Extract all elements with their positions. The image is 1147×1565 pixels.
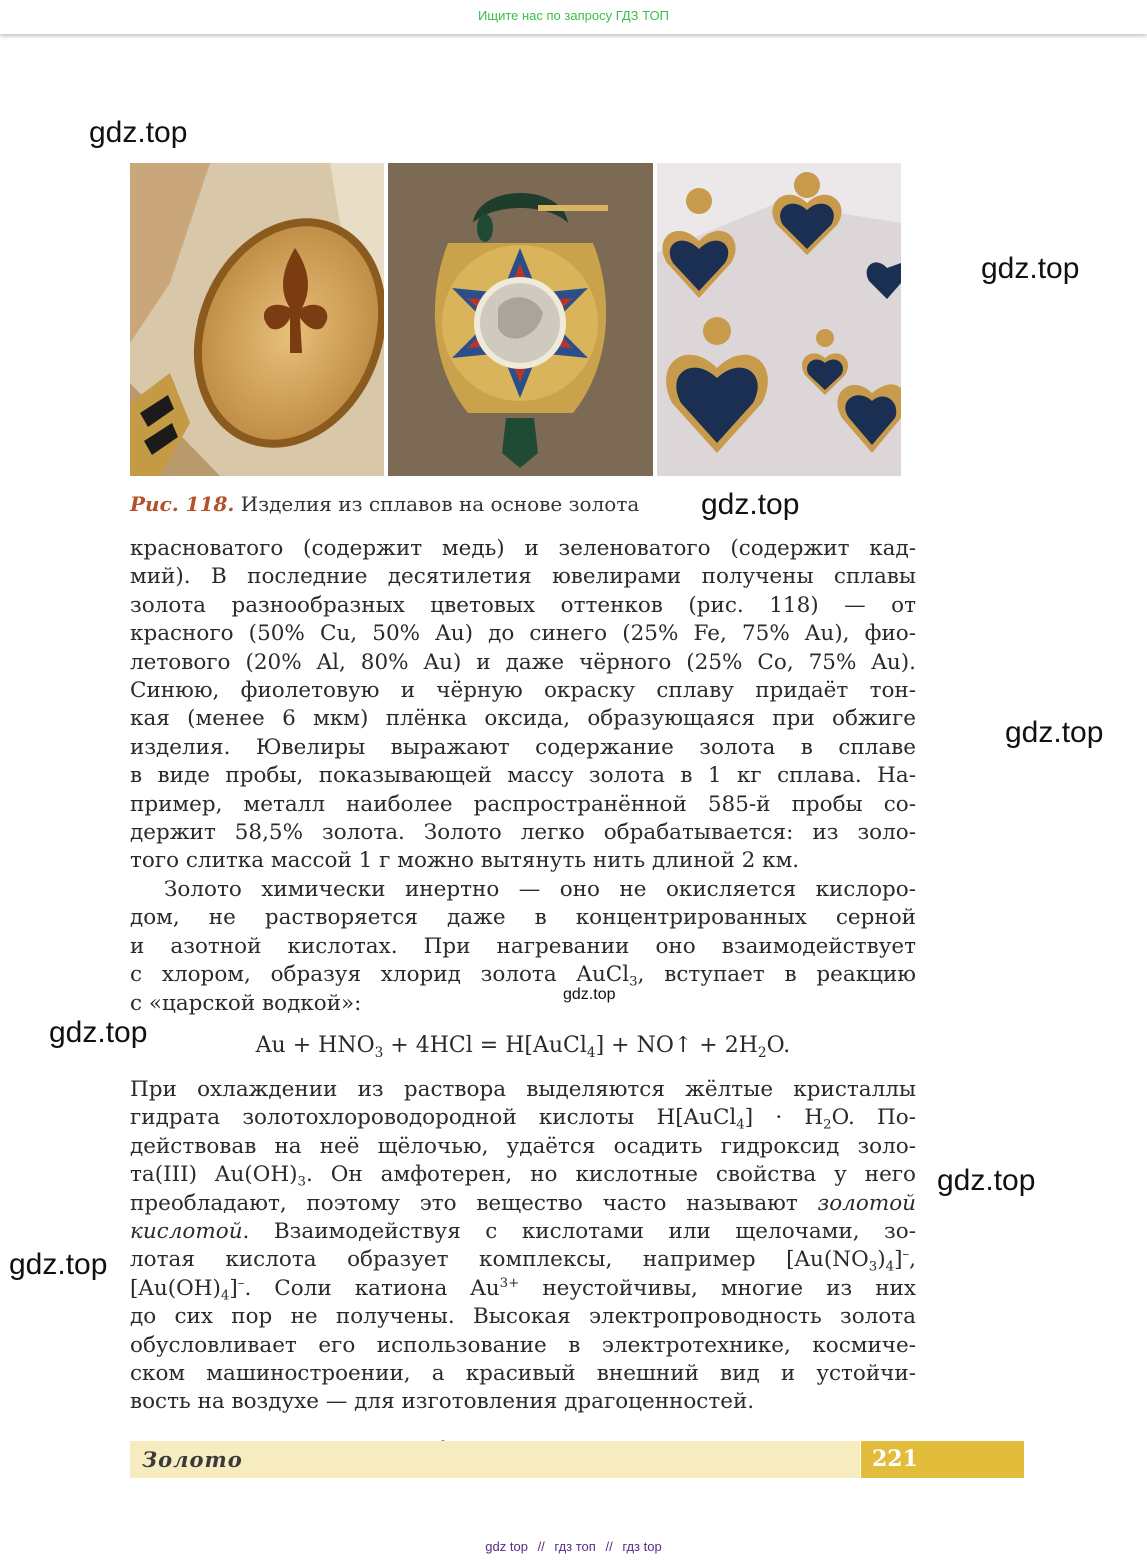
text-line: Синюю, фиолетовую и чёрную окраску сплаву придаёт тон- xyxy=(130,677,916,703)
text-line: летового (20% Al, 80% Au) и даже чёрного (25% Co, 75% Au). xyxy=(130,649,916,675)
subscript: 3 xyxy=(374,1044,384,1061)
text-line: обусловливает его использование в электротехнике, космиче- xyxy=(130,1332,916,1358)
text-line: до сих пор не получены. Высокая электропроводность золота xyxy=(130,1304,916,1330)
ring-photo xyxy=(130,163,384,476)
text-segment: ] xyxy=(894,1247,903,1273)
subscript: 3 xyxy=(297,1174,306,1190)
text-segment: . Взаимодействуя с кислотами или щелочами, зо- xyxy=(242,1218,916,1244)
brooch-photo xyxy=(388,163,653,476)
text-segment: ) xyxy=(877,1247,886,1273)
text-line: ском машиностроении, а красивый внешний вид и устойчи- xyxy=(130,1360,916,1386)
equation-part: + 4HCl = H[AuCl xyxy=(383,1033,587,1058)
text-line xyxy=(130,1104,916,1132)
text-segment: преобладают, поэтому это вещество часто называют xyxy=(130,1190,818,1216)
subscript: 2 xyxy=(823,1118,832,1134)
italic-term: золотой xyxy=(817,1190,916,1216)
text-line: Золото химически инертно — оно не окисляется кислоро- xyxy=(164,877,916,902)
text-segment: , xyxy=(909,1247,916,1273)
bottom-links xyxy=(0,1539,1147,1554)
watermark: gdz.top xyxy=(981,252,1080,285)
text-line xyxy=(130,1275,916,1303)
text-segment: . Он амфотерен, но кислотные свойства у него xyxy=(305,1162,917,1188)
figure-caption-text: Изделия из сплавов на основе золота xyxy=(240,492,640,516)
equation-part: ] + NO↑ + 2H xyxy=(595,1033,758,1058)
text-segment: лотая кислота образует комплексы, например [Au(NO xyxy=(130,1247,869,1273)
paragraph-3 xyxy=(130,1076,916,1417)
bottom-link[interactable]: gdz top xyxy=(485,1539,528,1554)
subscript: 4 xyxy=(586,1044,596,1061)
earrings-photo xyxy=(657,163,901,476)
text-line: изделия. Ювелиры выражают содержание золота в сплаве xyxy=(130,734,916,760)
text-line: в виде пробы, показывающей массу золота в 1 кг сплава. На- xyxy=(130,763,916,789)
text-line: дом, не растворяется даже в концентрированных серной xyxy=(130,905,916,931)
text-segment: ] · H xyxy=(744,1105,824,1131)
italic-term: кислотой xyxy=(130,1218,243,1244)
text-line xyxy=(130,1161,916,1189)
text-segment: O. По- xyxy=(831,1105,916,1131)
subscript: 4 xyxy=(885,1260,895,1275)
top-banner[interactable]: Ищите нас по запросу ГДЗ ТОП xyxy=(0,0,1147,34)
watermark: gdz.top xyxy=(1005,716,1104,749)
text-line: с «царской водкой»: xyxy=(130,990,362,1016)
reaction-equation xyxy=(130,1030,916,1062)
figure-caption xyxy=(130,492,639,516)
bottom-link[interactable]: гдз top xyxy=(622,1539,662,1554)
text-line: того слитка массой 1 г можно вытянуть нить длиной 2 км. xyxy=(130,848,800,874)
subscript: 2 xyxy=(757,1044,767,1061)
equation-part: Au + HNO xyxy=(255,1033,375,1058)
text-line: красноватого (содержит медь) и зеленоватого (содержит кад- xyxy=(130,536,916,561)
separator: // xyxy=(605,1539,613,1554)
text-segment: неустойчивы, многие из них xyxy=(519,1275,916,1301)
paragraph-2 xyxy=(130,876,916,1018)
watermark: gdz.top xyxy=(563,986,616,1003)
text-line: держит 58,5% золота. Золото легко обрабатывается: из золо- xyxy=(130,819,916,845)
separator: // xyxy=(537,1539,545,1554)
bottom-link[interactable]: гдз топ xyxy=(554,1539,596,1554)
text-segment: [Au(OH) xyxy=(130,1275,221,1301)
text-line: действовав на неё щёлочью, удаётся осадить гидроксид золо- xyxy=(130,1133,916,1159)
superscript: – xyxy=(902,1247,910,1263)
text-line xyxy=(130,1218,916,1246)
text-line: мий). В последние десятилетия ювелирами получены сплавы xyxy=(130,564,916,590)
chapter-title: Золото xyxy=(142,1447,243,1472)
subscript: 3 xyxy=(868,1260,878,1275)
page-number: 221 xyxy=(872,1446,918,1472)
paragraph-1 xyxy=(130,535,916,876)
text-segment: с хлором, образуя хлорид золота AuCl xyxy=(130,962,630,988)
text-segment: , вступает в реакцию xyxy=(637,962,917,988)
text-line: пример, металл наиболее распространённой 585-й пробы со- xyxy=(130,791,916,817)
text-segment: ] xyxy=(229,1275,238,1301)
figure-label: Рис. 118. xyxy=(130,492,235,516)
subscript: 3 xyxy=(629,974,638,990)
watermark: gdz.top xyxy=(49,1016,148,1049)
text-segment: та(III) Au(OH) xyxy=(130,1162,298,1188)
text-segment: . Соли катиона Au xyxy=(244,1275,500,1301)
superscript: – xyxy=(237,1275,245,1291)
subscript: 4 xyxy=(736,1118,745,1134)
text-line: красного (50% Cu, 50% Au) до синего (25% Fe, 75% Au), фио- xyxy=(130,621,916,647)
equation-part: O. xyxy=(766,1033,791,1058)
text-line xyxy=(130,1190,916,1218)
watermark: gdz.top xyxy=(89,116,188,149)
watermark: gdz.top xyxy=(9,1248,108,1281)
watermark: gdz.top xyxy=(701,488,800,521)
text-line: вость на воздухе — для изготовления драгоценностей. xyxy=(130,1389,755,1415)
subscript: 4 xyxy=(220,1288,230,1304)
text-line: кая (менее 6 мкм) плёнка оксида, образующаяся при обжиге xyxy=(130,706,916,732)
text-line: золота разнообразных цветовых оттенков (рис. 118) — от xyxy=(130,592,916,618)
watermark: gdz.top xyxy=(937,1164,1036,1197)
figure-118-photos xyxy=(130,163,901,476)
text-line xyxy=(130,1246,916,1274)
text-line: и азотной кислотах. При нагревании оно взаимодействует xyxy=(130,933,916,959)
text-line: При охлаждении из раствора выделяются жёлтые кристаллы xyxy=(130,1077,916,1102)
text-line xyxy=(130,961,916,989)
superscript: 3+ xyxy=(499,1275,520,1291)
text-segment: гидрата золотохлороводородной кислоты H[AuCl xyxy=(130,1105,737,1131)
